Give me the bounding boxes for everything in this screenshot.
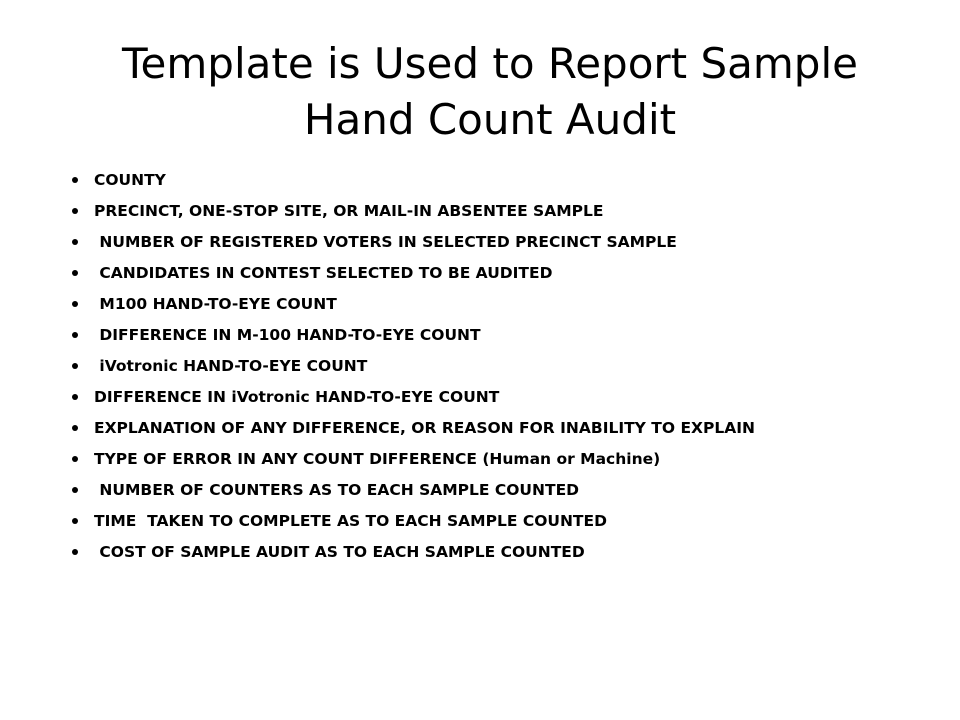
list-item [72, 294, 852, 314]
slide-title-line-2: Hand Count Audit [303, 95, 677, 144]
list-item [72, 263, 852, 283]
list-item-text: CANDIDATES IN CONTEST SELECTED TO BE AUDITED [94, 264, 553, 282]
list-item [72, 542, 852, 562]
bullet-dot-icon [72, 332, 78, 338]
list-item-text: PRECINCT, ONE-STOP SITE, OR MAIL-IN ABSENTEE SAMPLE [94, 202, 604, 220]
bullet-dot-icon [72, 394, 78, 400]
bullet-list [72, 170, 852, 573]
list-item [72, 232, 852, 252]
list-item-text: EXPLANATION OF ANY DIFFERENCE, OR REASON FOR INABILITY TO EXPLAIN [94, 419, 755, 437]
list-item [72, 480, 852, 500]
list-item [72, 170, 852, 190]
list-item [72, 511, 852, 531]
slide-title [60, 36, 920, 148]
list-item-text: COST OF SAMPLE AUDIT AS TO EACH SAMPLE COUNTED [94, 543, 585, 561]
bullet-dot-icon [72, 363, 78, 369]
bullet-dot-icon [72, 177, 78, 183]
list-item-text: NUMBER OF COUNTERS AS TO EACH SAMPLE COUNTED [94, 481, 580, 499]
list-item [72, 418, 852, 438]
list-item-text: TIME TAKEN TO COMPLETE AS TO EACH SAMPLE COUNTED [94, 512, 607, 530]
bullet-dot-icon [72, 518, 78, 524]
bullet-dot-icon [72, 487, 78, 493]
list-item-text: TYPE OF ERROR IN ANY COUNT DIFFERENCE (Human or Machine) [94, 450, 661, 468]
list-item [72, 449, 852, 469]
bullet-dot-icon [72, 208, 78, 214]
bullet-dot-icon [72, 270, 78, 276]
list-item [72, 387, 852, 407]
bullet-dot-icon [72, 301, 78, 307]
bullet-dot-icon [72, 456, 78, 462]
bullet-dot-icon [72, 425, 78, 431]
list-item-text: COUNTY [94, 171, 166, 189]
list-item-text: iVotronic HAND-TO-EYE COUNT [94, 357, 368, 375]
list-item-text: M100 HAND-TO-EYE COUNT [94, 295, 337, 313]
list-item [72, 201, 852, 221]
slide-title-line-1: Template is Used to Report Sample [122, 39, 858, 88]
list-item-text: NUMBER OF REGISTERED VOTERS IN SELECTED PRECINCT SAMPLE [94, 233, 677, 251]
list-item [72, 325, 852, 345]
list-item-text: DIFFERENCE IN iVotronic HAND-TO-EYE COUNT [94, 388, 500, 406]
bullet-dot-icon [72, 549, 78, 555]
bullet-dot-icon [72, 239, 78, 245]
list-item [72, 356, 852, 376]
list-item-text: DIFFERENCE IN M-100 HAND-TO-EYE COUNT [94, 326, 481, 344]
